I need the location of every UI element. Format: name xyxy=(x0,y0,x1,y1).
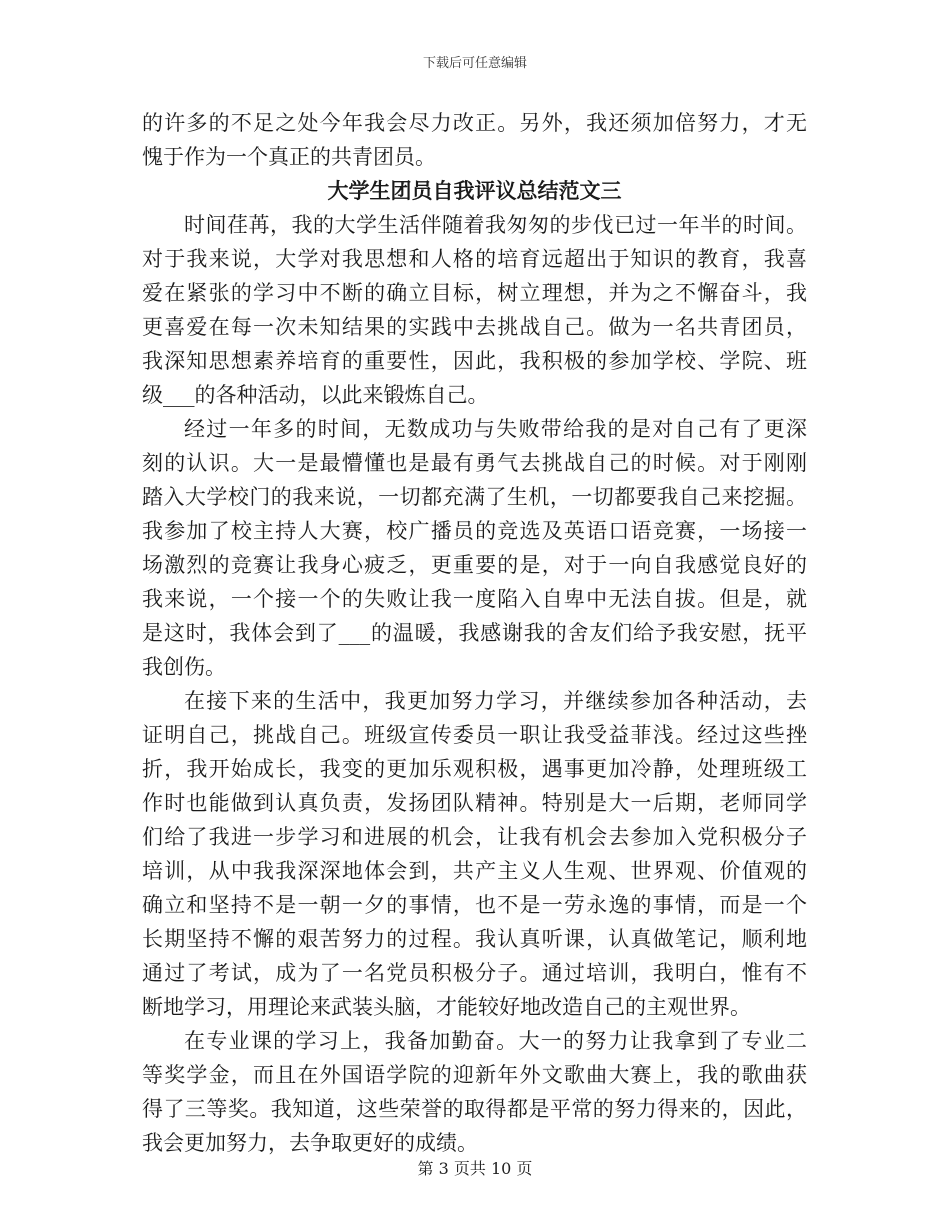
text-line: 在专业课的学习上，我备加勤奋。大一的努力让我拿到了专业二 xyxy=(184,1029,807,1053)
text-line: 培训，从中我我深深地体会到，共产主义人生观、世界观、价值观的 xyxy=(142,859,807,883)
text-line: 的许多的不足之处今年我会尽力改正。另外，我还须加倍努力，才无 xyxy=(142,111,807,135)
text-line: 我会更加努力，去争取更好的成绩。 xyxy=(142,1131,478,1155)
text-line: 长期坚持不懈的艰苦努力的过程。我认真听课，认真做笔记，顺利地 xyxy=(142,927,807,951)
text-line: 刻的认识。大一是最懵懂也是最有勇气去挑战自己的时候。对于刚刚 xyxy=(142,451,807,475)
paragraph xyxy=(142,1024,807,1160)
text-line: 我来说，一个接一个的失败让我一度陷入自卑中无法自拔。但是，就 xyxy=(142,587,807,611)
text-line: 愧于作为一个真正的共青团员。 xyxy=(142,145,436,169)
text-line: 我参加了校主持人大赛，校广播员的竞选及英语口语竞赛，一场接一 xyxy=(142,519,807,543)
text-line: 是这时，我体会到了___的温暖，我感谢我的舍友们给予我安慰，抚平 xyxy=(142,621,807,645)
text-line: 断地学习，用理论来武装头脑，才能较好地改造自己的主观世界。 xyxy=(142,995,751,1019)
text-line: 证明自己，挑战自己。班级宣传委员一职让我受益菲浅。经过这些挫 xyxy=(142,723,807,747)
text-line: 得了三等奖。我知道，这些荣誉的取得都是平常的努力得来的，因此， xyxy=(142,1097,807,1121)
text-line: 们给了我进一步学习和进展的机会，让我有机会去参加入党积极分子 xyxy=(142,825,807,849)
text-line: 场激烈的竞赛让我身心疲乏，更重要的是，对于一向自我感觉良好的 xyxy=(142,553,807,577)
text-line: 级___的各种活动，以此来锻炼自己。 xyxy=(142,383,489,407)
text-line: 我深知思想素养培育的重要性，因此，我积极的参加学校、学院、班 xyxy=(142,349,807,373)
text-line: 通过了考试，成为了一名党员积极分子。通过培训，我明白，惟有不 xyxy=(142,961,807,985)
section-title: 大学生团员自我评议总结范文三 xyxy=(327,178,622,203)
text-line: 我创伤。 xyxy=(142,655,226,679)
paragraph xyxy=(142,208,807,412)
paragraph xyxy=(142,412,807,684)
text-line: 等奖学金，而且在外国语学院的迎新年外文歌曲大赛上，我的歌曲获 xyxy=(142,1063,807,1087)
page-number: 第 3 页共 10 页 xyxy=(417,1159,533,1178)
text-line: 爱在紧张的学习中不断的确立目标，树立理想，并为之不懈奋斗，我 xyxy=(142,281,807,305)
text-line: 在接下来的生活中，我更加努力学习，并继续参加各种活动，去 xyxy=(184,689,807,713)
text-line: 对于我来说，大学对我思想和人格的培育远超出于知识的教育，我喜 xyxy=(142,247,807,271)
paragraph xyxy=(142,684,807,1024)
text-line: 确立和坚持不是一朝一夕的事情，也不是一劳永逸的事情，而是一个 xyxy=(142,893,807,917)
document-body xyxy=(142,106,807,1160)
text-line: 更喜爱在每一次未知结果的实践中去挑战自己。做为一名共青团员， xyxy=(142,315,807,339)
text-line: 折，我开始成长，我变的更加乐观积极，遇事更加冷静，处理班级工 xyxy=(142,757,807,781)
text-line: 经过一年多的时间，无数成功与失败带给我的是对自己有了更深 xyxy=(184,417,807,441)
text-line: 踏入大学校门的我来说，一切都充满了生机，一切都要我自己来挖掘。 xyxy=(142,485,807,509)
text-line: 时间荏苒，我的大学生活伴随着我匆匆的步伐已过一年半的时间。 xyxy=(184,213,807,237)
text-line: 作时也能做到认真负责，发扬团队精神。特别是大一后期，老师同学 xyxy=(142,791,807,815)
page-header: 下载后可任意编辑 xyxy=(422,56,527,71)
